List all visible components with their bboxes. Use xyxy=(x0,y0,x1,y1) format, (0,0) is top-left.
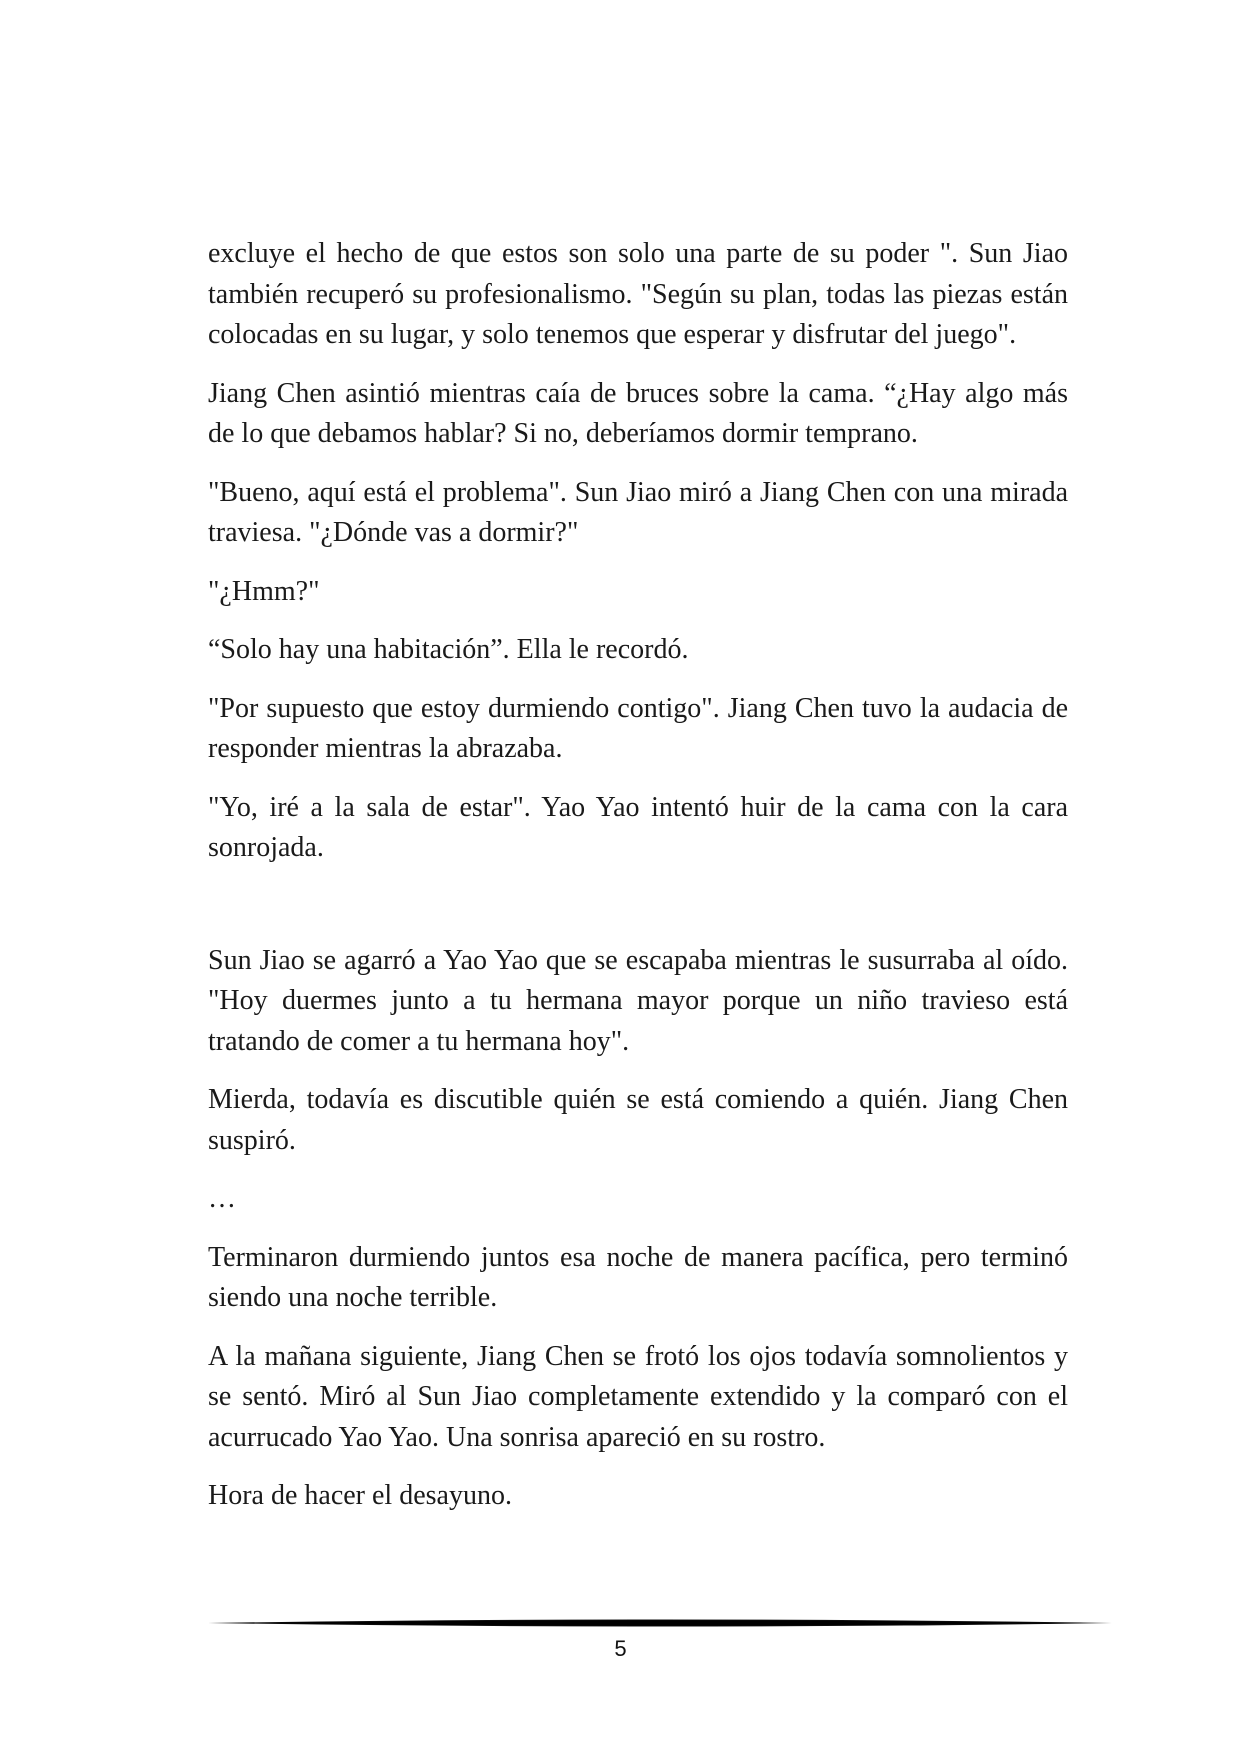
page-number: 5 xyxy=(614,1636,627,1661)
paragraph-9: Mierda, todavía es discutible quién se está comiendo a quién. Jiang Chen suspiró. xyxy=(208,1084,1068,1156)
paragraph-5: “Solo hay una habitación”. Ella le recordó. xyxy=(208,634,689,665)
footer-divider xyxy=(208,1616,1112,1630)
paragraph-2: Jiang Chen asintió mientras caía de bruces sobre la cama. “¿Hay algo más de lo que debamos hablar? Si no, deberíamos dormir temprano. xyxy=(208,377,1068,449)
paragraph-4: "¿Hmm?" xyxy=(208,575,320,607)
paragraph-3: "Bueno, aquí está el problema". Sun Jiao miró a Jiang Chen con una mirada traviesa. "¿Dónde vas a dormir?" xyxy=(208,476,1068,548)
paragraph-11: A la mañana siguiente, Jiang Chen se frotó los ojos todavía somnolientos y se sentó. Miró al Sun Jiao completamente extendido y la comparó con el acurrucado Yao Yao. Una sonrisa apareció en su rostro. xyxy=(208,1340,1068,1453)
page-body xyxy=(208,234,1068,1535)
paragraph-1: excluye el hecho de que estos son solo una parte de su poder ". Sun Jiao también recuperó su profesionalismo. "Según su plan, todas las piezas están colocadas en su lugar, y solo tenemos que esperar y disfrutar del juego". xyxy=(208,238,1068,350)
paragraph-12: Hora de hacer el desayuno. xyxy=(208,1480,512,1511)
paragraph-8: Sun Jiao se agarró a Yao Yao que se escapaba mientras le susurraba al oído. "Hoy duermes junto a tu hermana mayor porque un niño travieso está tratando de comer a tu hermana hoy". xyxy=(208,944,1068,1057)
scene-break-ellipsis: … xyxy=(208,1183,236,1214)
paragraph-10: Terminaron durmiendo juntos esa noche de manera pacífica, pero terminó siendo una noche terrible. xyxy=(208,1241,1068,1313)
paragraph-7: "Yo, iré a la sala de estar". Yao Yao intentó huir de la cama con la cara sonrojada. xyxy=(208,791,1068,863)
paragraph-6: "Por supuesto que estoy durmiendo contigo". Jiang Chen tuvo la audacia de responder mientras la abrazaba. xyxy=(208,692,1068,764)
section-gap xyxy=(208,887,1068,941)
